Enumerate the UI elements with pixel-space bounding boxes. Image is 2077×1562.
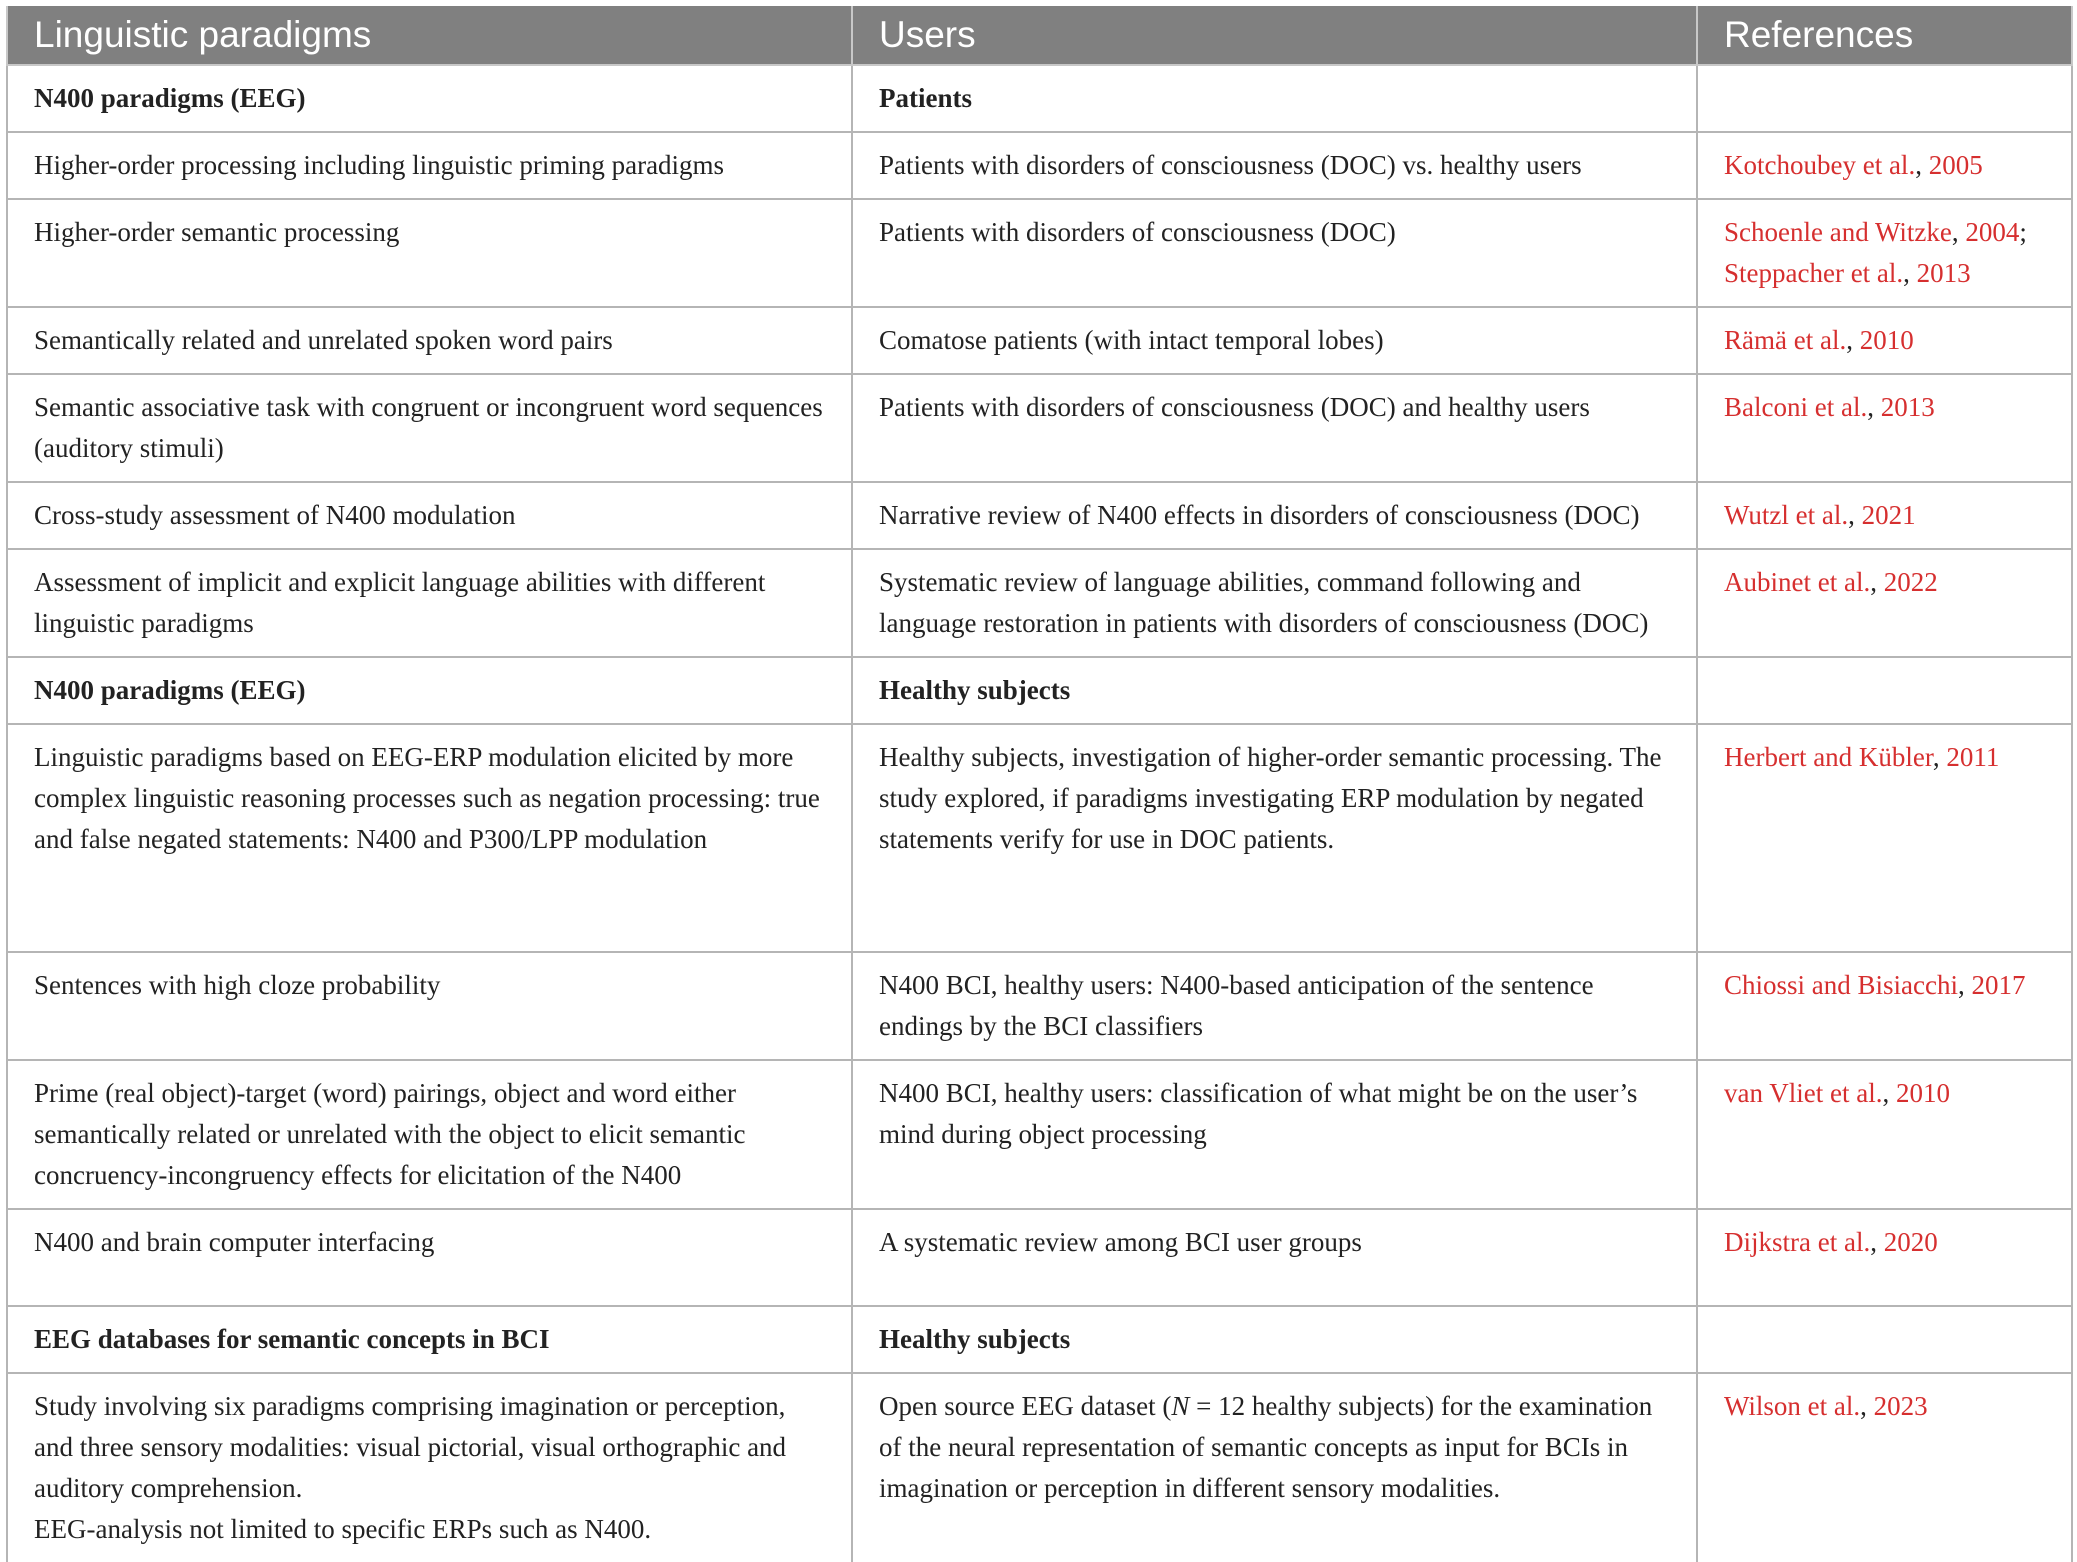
section-paradigm: EEG databases for semantic concepts in BCI: [7, 1306, 852, 1373]
users-cell: Narrative review of N400 effects in disorders of consciousness (DOC): [852, 482, 1697, 549]
paradigm-cell: N400 and brain computer interfacing: [7, 1209, 852, 1306]
paradigm-cell: Linguistic paradigms based on EEG-ERP modulation elicited by more complex linguistic reasoning processes such as negation processing: true and false negated statements: N400 and P300/LPP modulation: [7, 724, 852, 952]
header-linguistic-paradigms: Linguistic paradigms: [7, 6, 852, 65]
table-row: [7, 307, 2072, 374]
table-row: [7, 549, 2072, 657]
users-cell: N400 BCI, healthy users: N400-based anticipation of the sentence endings by the BCI classifiers: [852, 952, 1697, 1060]
references-cell: [1697, 307, 2072, 374]
references-cell: [1697, 549, 2072, 657]
reference-link[interactable]: Kotchoubey et al., 2005: [1724, 150, 1983, 180]
table-row: [7, 724, 2072, 952]
references-cell: [1697, 1209, 2072, 1306]
users-cell: Patients with disorders of consciousness (DOC): [852, 199, 1697, 307]
section-users: Patients: [852, 65, 1697, 132]
paradigm-cell: Assessment of implicit and explicit language abilities with different linguistic paradigms: [7, 549, 852, 657]
section-row: [7, 657, 2072, 724]
paradigm-table: [6, 6, 2071, 1562]
paradigm-cell: Semantic associative task with congruent or incongruent word sequences (auditory stimuli): [7, 374, 852, 482]
users-cell: N400 BCI, healthy users: classification of what might be on the user’s mind during object processing: [852, 1060, 1697, 1209]
paradigm-line: EEG-analysis not limited to specific ERPs such as N400.: [34, 1514, 652, 1544]
reference-link[interactable]: Dijkstra et al., 2020: [1724, 1227, 1938, 1257]
users-cell: Patients with disorders of consciousness (DOC) vs. healthy users: [852, 132, 1697, 199]
references-cell: [1697, 1060, 2072, 1209]
users-cell: Patients with disorders of consciousness (DOC) and healthy users: [852, 374, 1697, 482]
users-cell: Healthy subjects, investigation of higher-order semantic processing. The study explored, if paradigms investigating ERP modulation by negated statements verify for use in DOC patients.: [852, 724, 1697, 952]
table-row: [7, 374, 2072, 482]
section-empty: [1697, 657, 2072, 724]
paradigm-cell: Cross-study assessment of N400 modulation: [7, 482, 852, 549]
references-cell: [1697, 132, 2072, 199]
reference-link[interactable]: Steppacher et al., 2013: [1724, 258, 1971, 288]
section-row: [7, 1306, 2072, 1373]
reference-link[interactable]: van Vliet et al., 2010: [1724, 1078, 1950, 1108]
reference-link[interactable]: Wutzl et al., 2021: [1724, 500, 1916, 530]
paradigm-cell: Higher-order semantic processing: [7, 199, 852, 307]
reference-link[interactable]: Wilson et al., 2023: [1724, 1391, 1928, 1421]
references-cell: [1697, 724, 2072, 952]
table-row: [7, 952, 2072, 1060]
users-cell: Open source EEG dataset (N = 12 healthy subjects) for the examination of the neural representation of semantic concepts as input for BCIs in imagination or perception in different sensory modalities.: [852, 1373, 1697, 1562]
reference-link[interactable]: Herbert and Kübler, 2011: [1724, 742, 2000, 772]
table-row: [7, 199, 2072, 307]
section-paradigm: N400 paradigms (EEG): [7, 657, 852, 724]
table-header-row: [7, 6, 2072, 65]
paradigm-cell: Higher-order processing including linguistic priming paradigms: [7, 132, 852, 199]
header-references: References: [1697, 6, 2072, 65]
paradigm-line: Study involving six paradigms comprising imagination or perception, and three sensory modalities: visual pictorial, visual orthographic and auditory comprehension.: [34, 1391, 787, 1503]
references-cell: [1697, 374, 2072, 482]
section-users: Healthy subjects: [852, 657, 1697, 724]
users-cell: A systematic review among BCI user groups: [852, 1209, 1697, 1306]
references-cell: [1697, 1373, 2072, 1562]
users-cell: Comatose patients (with intact temporal lobes): [852, 307, 1697, 374]
section-empty: [1697, 65, 2072, 132]
section-users: Healthy subjects: [852, 1306, 1697, 1373]
table-row: [7, 132, 2072, 199]
table-row: [7, 1373, 2072, 1562]
paradigm-cell: Sentences with high cloze probability: [7, 952, 852, 1060]
references-cell: [1697, 482, 2072, 549]
section-empty: [1697, 1306, 2072, 1373]
paradigm-cell: [7, 1373, 852, 1562]
table-row: [7, 1060, 2072, 1209]
reference-link[interactable]: Balconi et al., 2013: [1724, 392, 1935, 422]
reference-link[interactable]: Aubinet et al., 2022: [1724, 567, 1938, 597]
header-users: Users: [852, 6, 1697, 65]
reference-link[interactable]: Rämä et al., 2010: [1724, 325, 1914, 355]
section-paradigm: N400 paradigms (EEG): [7, 65, 852, 132]
table-row: [7, 1209, 2072, 1306]
references-cell: [1697, 199, 2072, 307]
paradigm-cell: Prime (real object)-target (word) pairings, object and word either semantically related or unrelated with the object to elicit semantic concruency-incongruency effects for elicitation of the N400: [7, 1060, 852, 1209]
paradigm-cell: Semantically related and unrelated spoken word pairs: [7, 307, 852, 374]
section-row: [7, 65, 2072, 132]
reference-link[interactable]: Chiossi and Bisiacchi, 2017: [1724, 970, 2026, 1000]
table-row: [7, 482, 2072, 549]
references-cell: [1697, 952, 2072, 1060]
reference-link[interactable]: Schoenle and Witzke, 2004;: [1724, 217, 2027, 247]
users-cell: Systematic review of language abilities, command following and language restoration in patients with disorders of consciousness (DOC): [852, 549, 1697, 657]
